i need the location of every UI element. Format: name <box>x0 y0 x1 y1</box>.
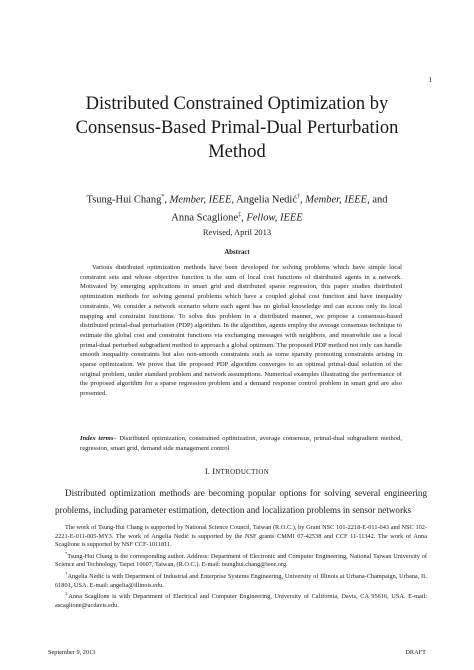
intro-paragraph: Distributed optimization methods are becoming popular options for solving several engineering problems, including parameter estimation, detection and localization problems in sensor networks <box>55 488 427 515</box>
footnote-text: Angelia Nedić is with Department of Industrial and Enterprise Systems Engineering, University of Illinois at Urbana-Champaign, Urbana, IL 61801, USA. E-mail: angelia@illinois.edu. <box>55 573 427 589</box>
footnote-mark: * <box>65 550 68 556</box>
section-heading <box>0 466 474 476</box>
footnote <box>55 590 427 610</box>
author-name: Anna Scaglione <box>171 212 239 223</box>
author-name: Tsung-Hui Chang <box>86 194 162 206</box>
section-numeral: I. <box>204 466 211 476</box>
section-title-initial: I <box>212 466 216 476</box>
author-mark: † <box>297 194 300 200</box>
author-name: Angelia Nedić <box>236 194 297 206</box>
paper-title <box>0 92 474 164</box>
footnote-text: Tsung-Hui Chang is the corresponding author. Address: Department of Electronic and Computer Engineering, National Taiwan University of Science and Technology, Taipei 10607, Taiwan, (R.O.C.). E-mail: tsunghui.chang@ieee.org. <box>55 552 427 569</box>
footnote <box>55 570 427 590</box>
footnote <box>55 524 427 550</box>
author-role: Fellow, IEEE <box>246 212 303 223</box>
footnotes <box>55 524 427 611</box>
footnote-text: Anna Scaglione is with Department of Electrical and Computer Engineering, University of California, Davis, CA 95616, USA. E-mail: ascaglione@ucdavis.edu. <box>55 593 428 610</box>
footer-status: DRAFT <box>405 649 426 656</box>
author-list: Tsung-Hui Chang*, Member, IEEE, Angelia Nedić†, Member, IEEE, and Anna Scaglione‡, Fellow, IEEE <box>86 194 388 223</box>
footnote <box>55 550 427 570</box>
index-terms-label: Index terms <box>80 435 114 442</box>
footnote-mark: † <box>65 571 68 577</box>
author-mark: ‡ <box>238 211 242 218</box>
footnote-text: The work of Tsung-Hui Chang is supported by National Science Council, Taiwan (R.O.C.), by Grant NSC 101-2218-E-011-043 and NSC 102-2221-E-011-005-MY3. The work of Angelia Nedić is supported by the NSF grants CMMI 07-42538 and CCF 11-11342. The work of Anna Scaglione is supported by NSF CCF-1011811. <box>55 524 427 549</box>
footer-date: September 9, 2013 <box>48 649 96 656</box>
index-terms-text: – Distributed optimization, constrained optimization, average consensus, primal-dual subgradient method, regression, smart grid, demand side management control <box>80 435 403 452</box>
author-mark: * <box>161 194 165 200</box>
section-title-rest: NTRODUCTION <box>215 468 270 476</box>
revision-date: Revised, April 2013 <box>202 227 272 237</box>
footnote-mark: ‡ <box>65 591 69 597</box>
abstract-text: Various distributed optimization methods have been developed for solving problems which have simple local constraint sets and whose objective function is the sum of local cost functions of distributed agents in a network. Motivated by emerging applications in smart grid and distributed sparse regression, this paper studies distributed optimization methods for solving general problems which have a coupled global cost function and have inequality constraints. We consider a network scenario where each agent has no global knowledge and can access only its local mapping and constraint functions. To solve this problem in a distributed manner, we propose a consensus-based distributed primal-dual perturbation (PDP) algorithm. In the algorithm, agents employ the average consensus technique to estimate the global cost and constraint functions via exchanging messages with neighbors, and meanwhile use a local primal-dual perturbed subgradient method to approach a global optimum. The proposed PDP method not only can handle smooth inequality constraints but also non-smooth constraints such as some sparsity promoting constraints arising in sparse optimization. We prove that the proposed PDP algorithm converges to an optimal primal-dual solution of the original problem, under standard problem and network assumptions. Numerical examples illustrating the performance of the proposed algorithm for a sparse regression problem and a demand response control problem in smart grid are also presented. <box>80 264 402 398</box>
author-role: Member, IEEE <box>305 194 368 206</box>
title-line: Method <box>208 142 266 162</box>
page-number: 1 <box>428 76 432 84</box>
author-role: Member, IEEE <box>169 194 232 206</box>
index-terms <box>80 434 402 453</box>
title-line: Distributed Constrained Optimization by <box>85 94 389 114</box>
abstract-heading: Abstract <box>224 249 250 256</box>
author-conjunction: and <box>372 194 388 206</box>
title-line: Consensus-Based Primal-Dual Perturbation <box>75 118 399 138</box>
